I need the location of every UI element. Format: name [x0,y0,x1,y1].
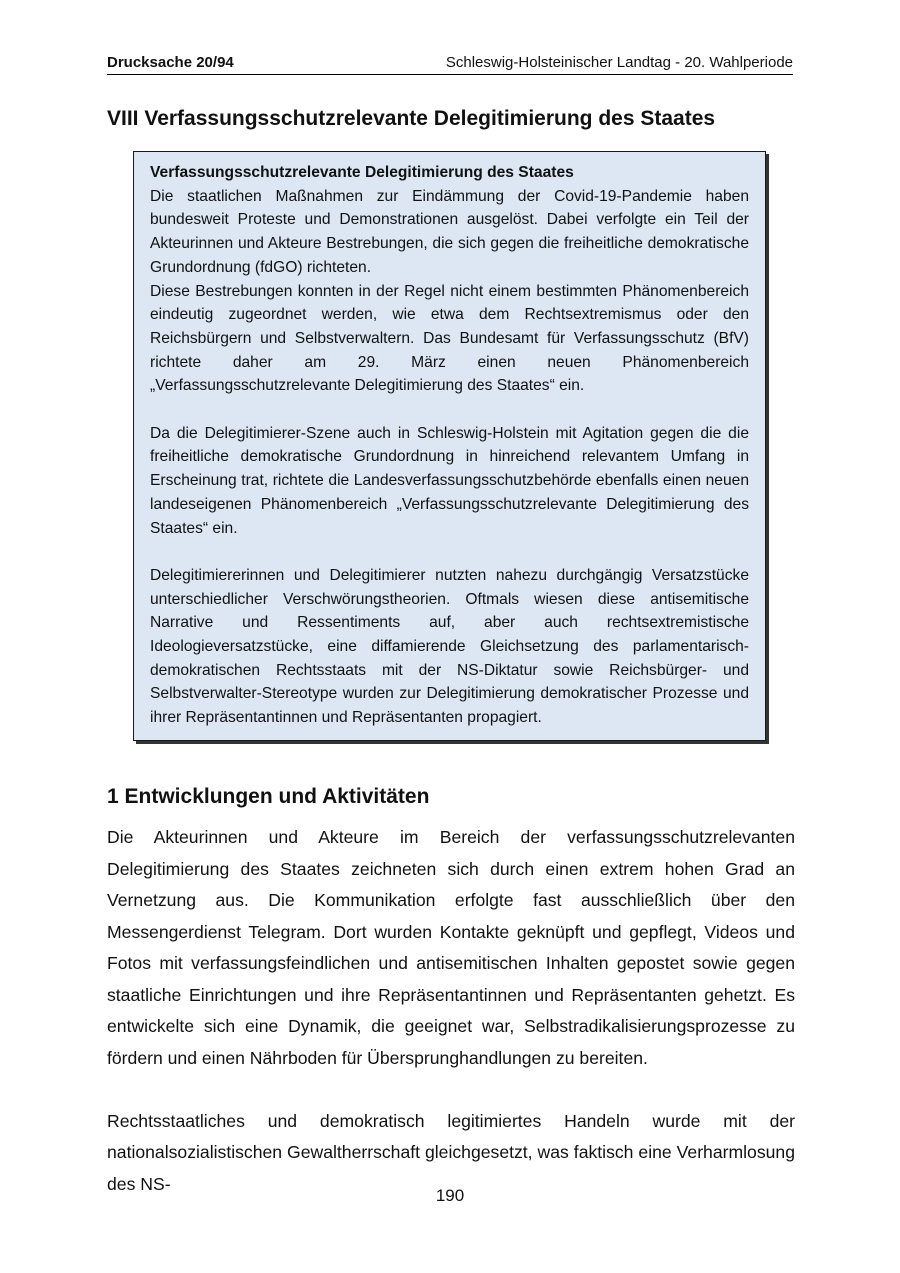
section-title: 1 Entwicklungen und Aktivitäten [107,785,430,808]
summary-paragraph-4: Delegitimiererinnen und Delegitimierer nutzten nahezu durchgängig Versatzstücke unterschiedlicher Verschwörungstheorien. Oftmals wiesen diese antisemitische Narrative und Ressentiments auf, aber auch rechtsextremistische Ideologieversatzstücke, eine diffamierende Gleichsetzung des parlamentarisch-demokratischen Rechtsstaats mit der NS-Diktatur sowie Reichsbürger- und Selbstverwalter-Stereotype wurden zur Delegitimierung demokratischer Prozesse und ihrer Repräsentantinnen und Repräsentanten propagiert. [150,566,749,727]
body-paragraph-2: Rechtsstaatliches und demokratisch legitimiertes Handeln wurde mit der nationalsozialistischen Gewaltherrschaft gleichgesetzt, was faktisch eine Verharmlosung des NS- [107,1110,795,1194]
section-body [107,822,795,1200]
summary-paragraph-3: Da die Delegitimierer-Szene auch in Schleswig-Holstein mit Agitation gegen die die freiheitliche demokratische Grundordnung in hinreichend relevantem Umfang in Erscheinung trat, richtete die Landesverfassungsschutzbehörde ebenfalls einen neuen landeseigenen Phänomenbereich „Verfassungsschutzrelevante Delegitimierung des Staates“ ein. [150,424,749,537]
summary-box [133,151,766,741]
chapter-title: VIII Verfassungsschutzrelevante Delegitimierung des Staates [107,107,716,130]
body-paragraph-1: Die Akteurinnen und Akteure im Bereich der verfassungsschutzrelevanten Delegitimierung des Staates zeichneten sich durch einen extrem hohen Grad an Vernetzung aus. Die Kommunikation erfolgte fast ausschließlich über den Messengerdienst Telegram. Dort wurden Kontakte geknüpft und gepflegt, Videos und Fotos mit verfassungsfeindlichen und antisemitischen Inhalten gepostet sowie gegen staatliche Einrichtungen und ihre Repräsentantinnen und Repräsentanten gehetzt. Es entwickelte sich eine Dynamik, die geeignet war, Selbstradikalisierungsprozesse zu fördern und einen Nährboden für Übersprunghandlungen zu bereiten. [107,827,795,1068]
page-header [107,54,793,75]
summary-paragraph-1: Die staatlichen Maßnahmen zur Eindämmung der Covid-19-Pandemie haben bundesweit Proteste und Demonstrationen ausgelöst. Dabei verfolgte ein Teil der Akteurinnen und Akteure Bestrebungen, die sich gegen die freiheitliche demokratische Grundordnung (fdGO) richteten. [150,187,749,276]
document-number: Drucksache 20/94 [107,54,234,71]
summary-paragraph-2: Diese Bestrebungen konnten in der Regel nicht einem bestimmten Phänomenbereich eindeutig zugeordnet werden, wie etwa dem Rechtsextremismus oder den Reichsbürgern und Selbstverwaltern. Das Bundesamt für Verfassungsschutz (BfV) richtete daher am 29. März einen neuen Phänomenbereich „Verfassungsschutzrelevante Delegitimierung des Staates“ ein. [150,282,749,395]
summary-box-title: Verfassungsschutzrelevante Delegitimierung des Staates [150,164,574,181]
parliament-period: Schleswig-Holsteinischer Landtag - 20. Wahlperiode [445,54,793,71]
page-number: 190 [435,1186,465,1205]
